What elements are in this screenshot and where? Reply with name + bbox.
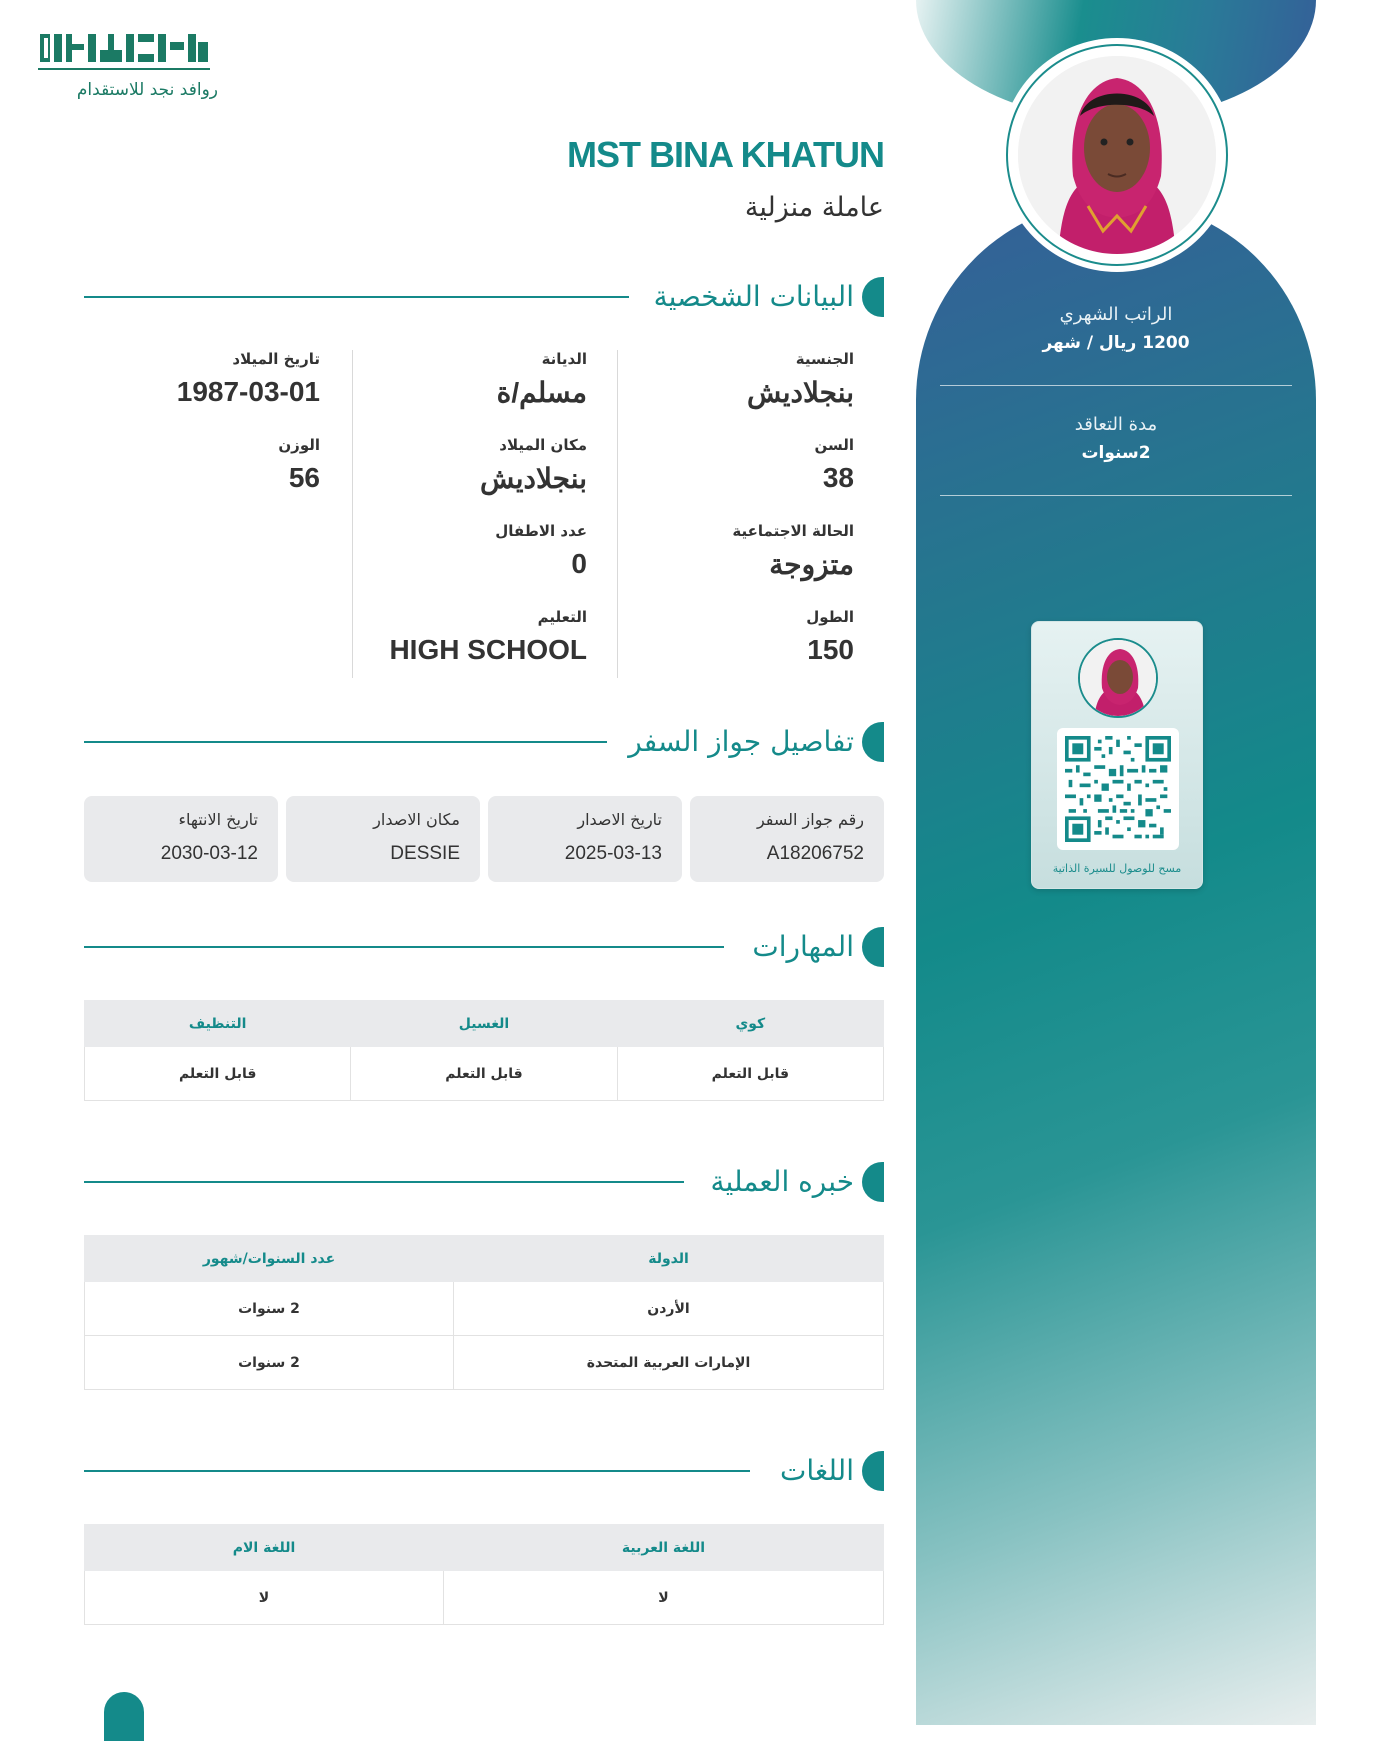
field-label: الطول (806, 608, 854, 626)
field-children (495, 522, 587, 580)
field-label: السن (814, 436, 854, 454)
section-rule (84, 741, 607, 743)
field-education (389, 608, 587, 666)
section-rule (84, 1181, 684, 1183)
field-value: 150 (807, 634, 854, 665)
section-rule (84, 946, 724, 948)
sidebar-divider (940, 385, 1292, 386)
card-value: A18206752 (766, 843, 864, 864)
field-value: متزوجة (769, 549, 854, 580)
qr-code[interactable] (1057, 728, 1179, 850)
salary-label: الراتب الشهري (1059, 304, 1173, 325)
field-age (814, 436, 854, 494)
table-header: الدولة (454, 1236, 884, 1282)
table-cell: قابل التعلم (351, 1047, 617, 1101)
card-label: تاريخ الانتهاء (178, 810, 258, 829)
qr-card[interactable] (1031, 621, 1203, 889)
experience-table (84, 1235, 884, 1390)
bottom-decoration (104, 1692, 144, 1741)
table-cell: 2 سنوات (85, 1282, 454, 1336)
table-header: الغسيل (351, 1001, 617, 1047)
field-religion (497, 350, 587, 409)
field-height (806, 608, 854, 666)
passport-issue-date-card (488, 796, 682, 882)
section-marker (862, 722, 884, 762)
field-weight (278, 436, 320, 494)
card-label: مكان الاصدار (373, 810, 460, 829)
field-label: التعليم (537, 608, 587, 626)
field-label: الجنسية (795, 350, 854, 368)
section-heading-experience (84, 1162, 884, 1202)
card-label: رقم جواز السفر (756, 810, 864, 829)
section-marker (862, 277, 884, 317)
profile-photo-image (1018, 56, 1216, 254)
salary-value: 1200 ريال / شهر (1042, 333, 1190, 353)
personal-col-3 (84, 350, 350, 678)
section-marker (862, 1162, 884, 1202)
section-rule (84, 1470, 750, 1472)
card-label: تاريخ الاصدار (577, 810, 662, 829)
field-value: 56 (288, 462, 320, 493)
field-label: الديانة (541, 350, 587, 368)
field-value: بنجلاديش (480, 463, 587, 494)
table-row (85, 1282, 884, 1336)
passport-issue-place-card (286, 796, 480, 882)
logo-wordmark (38, 30, 210, 74)
field-nationality (747, 350, 854, 409)
card-value: 2030-03-12 (160, 843, 258, 864)
qr-avatar (1078, 638, 1158, 718)
logo-tagline: روافد نجد للاستقدام (76, 80, 218, 100)
table-header: كوي (617, 1001, 883, 1047)
candidate-name: MST BINA KHATUN (567, 134, 884, 175)
table-row (85, 1336, 884, 1390)
section-title: خبره العملية (710, 1165, 854, 1198)
personal-col-1 (618, 350, 884, 678)
field-value: 0 (571, 548, 587, 579)
contract-label: مدة التعاقد (1074, 414, 1158, 435)
field-label: الوزن (278, 436, 320, 454)
section-marker (862, 927, 884, 967)
section-title: المهارات (752, 930, 854, 963)
card-value: 2025-03-13 (564, 843, 662, 864)
contract-block (940, 414, 1292, 463)
section-marker (862, 1451, 884, 1491)
table-cell: الأردن (454, 1282, 884, 1336)
table-cell: 2 سنوات (85, 1336, 454, 1390)
job-title: عاملة منزلية (744, 192, 884, 223)
table-cell: قابل التعلم (617, 1047, 883, 1101)
field-birthplace (480, 436, 587, 495)
passport-number-card (690, 796, 884, 882)
company-logo (38, 30, 218, 100)
personal-col-2 (352, 350, 618, 678)
section-title: اللغات (780, 1454, 854, 1487)
section-heading-passport (84, 722, 884, 762)
contract-value: 2سنوات (1081, 443, 1151, 463)
qr-caption: مسح للوصول للسيرة الذاتية (1052, 862, 1182, 875)
field-label: تاريخ الميلاد (232, 350, 320, 368)
field-value: مسلم/ة (496, 377, 587, 408)
table-cell: لا (444, 1571, 884, 1625)
field-label: مكان الميلاد (499, 436, 587, 454)
passport-expiry-card (84, 796, 278, 882)
field-value: بنجلاديش (747, 377, 854, 408)
table-header: عدد السنوات/شهور (85, 1236, 454, 1282)
card-value: DESSIE (390, 843, 460, 864)
table-row (85, 1047, 884, 1101)
field-label: الحالة الاجتماعية (732, 522, 854, 540)
table-cell: الإمارات العربية المتحدة (454, 1336, 884, 1390)
table-header: اللغة العربية (444, 1525, 884, 1571)
skills-table (84, 1000, 884, 1101)
field-marital (732, 522, 854, 581)
field-value: 38 (822, 462, 854, 493)
field-dob (177, 350, 320, 408)
field-label: عدد الاطفال (495, 522, 587, 540)
sidebar-divider (940, 495, 1292, 496)
table-header: التنظيف (85, 1001, 351, 1047)
field-value: 1987-03-01 (176, 376, 320, 407)
table-cell: لا (85, 1571, 444, 1625)
profile-photo (1006, 44, 1228, 266)
section-title: البيانات الشخصية (653, 280, 854, 313)
section-rule (84, 296, 629, 298)
table-cell: قابل التعلم (85, 1047, 351, 1101)
section-heading-languages (84, 1451, 884, 1491)
table-row (85, 1571, 884, 1625)
section-heading-skills (84, 927, 884, 967)
section-title: تفاصيل جواز السفر (628, 725, 854, 758)
section-heading-personal (84, 277, 884, 317)
table-header: اللغة الام (85, 1525, 444, 1571)
languages-table (84, 1524, 884, 1625)
field-value: HIGH SCHOOL (389, 634, 587, 665)
salary-block (940, 304, 1292, 353)
